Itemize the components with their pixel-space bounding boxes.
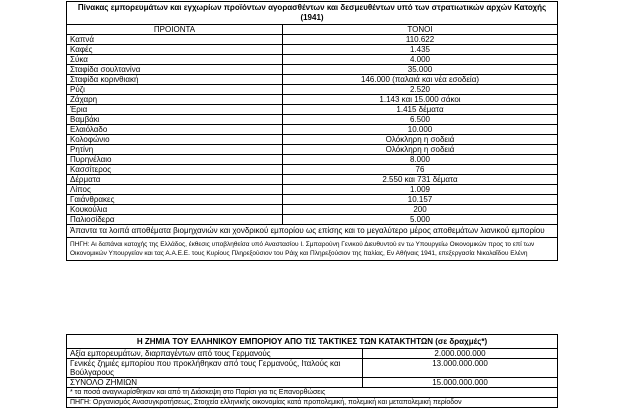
product-name: Ρύζι [67, 85, 283, 95]
table-row [67, 165, 558, 175]
product-name: Σταφίδα σουλτανίνα [67, 65, 283, 75]
table-row [67, 35, 558, 45]
product-tons: 5.000 [283, 215, 558, 225]
loss-amount: 13.000.000.000 [363, 359, 558, 378]
loss-amount: 2.000.000.000 [363, 349, 558, 359]
product-tons: 4.000 [283, 55, 558, 65]
product-name: Έρια [67, 105, 283, 115]
table-row [67, 359, 558, 378]
product-tons: 1.143 και 15.000 σάκοι [283, 95, 558, 105]
table-row [67, 185, 558, 195]
product-name: Βαμβάκι [67, 115, 283, 125]
table-source: ΠΗΓΗ: Αι δαπάναι κατοχής της Ελλάδος, έκθεσις υποβληθείσα υπό Αναστασίου Ι. Σμπαρούνη Γενικού Διευθυντού εν τω Υπουργείω Οικονομικών προς το επί των Οικονομικών Υπουργείον και τας Α.Α.Ε.Ε. τους Κυρίους Πληρεξούσιον του Ράιχ και Πληρεξούσιον της Ιταλίας, Εν Αθήναις 1941, επεξεργασία Νικολαΐδου Ελένη [67, 238, 558, 261]
table-title: Πίνακας εμπορευμάτων και εγχωρίων προϊόντων αγορασθέντων και δεσμευθέντων υπό των στρατιωτικών αρχών Κατοχής (1941) [67, 2, 558, 25]
product-name: Λίπος [67, 185, 283, 195]
product-tons: 10.000 [283, 125, 558, 135]
product-tons: 2.550 και 731 δέματα [283, 175, 558, 185]
table-row [67, 195, 558, 205]
column-header-products: ΠΡΟΙΟΝΤΑ [67, 25, 283, 35]
table-footnote: * τα ποσά αναγνωρίσθηκαν και από τη Διάσκεψη στο Παρίσι για τις Επανορθώσεις [67, 388, 558, 398]
table-row [67, 115, 558, 125]
table-row [67, 55, 558, 65]
product-tons: 110.622 [283, 35, 558, 45]
product-tons: 200 [283, 205, 558, 215]
table-row [67, 349, 558, 359]
product-name: Σύκα [67, 55, 283, 65]
table-row [67, 85, 558, 95]
product-name: Δέρματα [67, 175, 283, 185]
table-row [67, 175, 558, 185]
product-tons: 2.520 [283, 85, 558, 95]
product-name: Σταφίδα κορινθιακή [67, 75, 283, 85]
table-source: ΠΗΓΗ: Οργανισμός Ανασυγκροτήσεως, Στοιχεία ελληνικής οικονομίας κατά προπολεμική, πολεμική και μεταπολεμική περίοδον [67, 398, 558, 408]
product-tons: 1.435 [283, 45, 558, 55]
trade-losses-table [66, 334, 558, 408]
product-name: Ζάχαρη [67, 95, 283, 105]
product-name: Παλιοσίδερα [67, 215, 283, 225]
product-tons: Ολόκληρη η σοδειά [283, 145, 558, 155]
product-name: Ελαιόλαδο [67, 125, 283, 135]
table-row [67, 145, 558, 155]
product-name: Ρητίνη [67, 145, 283, 155]
product-name: Καπνά [67, 35, 283, 45]
table-row [67, 45, 558, 55]
product-tons: 1.415 δέματα [283, 105, 558, 115]
column-header-tons: ΤΟΝΟΙ [283, 25, 558, 35]
table-row [67, 105, 558, 115]
table-row [67, 65, 558, 75]
product-name: Καφές [67, 45, 283, 55]
product-tons: 6.500 [283, 115, 558, 125]
product-tons: 76 [283, 165, 558, 175]
product-tons: 146.000 (παλαιά και νέα εσοδεία) [283, 75, 558, 85]
table-title: Η ΖΗΜΙΑ ΤΟΥ ΕΛΛΗΝΙΚΟΥ ΕΜΠΟΡΙΟΥ ΑΠΟ ΤΙΣ ΤΑΚΤΙΚΕΣ ΤΩΝ ΚΑΤΑΚΤΗΤΩΝ (σε δραχμές*) [67, 335, 558, 349]
product-name: Πυρηνέλαιο [67, 155, 283, 165]
table-row [67, 135, 558, 145]
table-row [67, 75, 558, 85]
product-tons: 8.000 [283, 155, 558, 165]
table-note: Άπαντα τα λοιπά αποθέματα βιομηχανιών και χονδρικού εμπορίου ως επίσης και το μεγαλύτερο μέρος αποθεμάτων λιανικού εμπορίου [67, 225, 558, 238]
table-row [67, 155, 558, 165]
loss-amount: 15.000.000.000 [363, 378, 558, 388]
product-tons: 35.000 [283, 65, 558, 75]
table-row [67, 205, 558, 215]
product-name: Γαιάνθρακες [67, 195, 283, 205]
table-row [67, 95, 558, 105]
loss-description: Αξία εμπορευμάτων, διαρπαγέντων από τους Γερμανούς [67, 349, 363, 359]
loss-description: ΣΥΝΟΛΟ ΖΗΜΙΩΝ [67, 378, 363, 388]
product-name: Κασσίτερος [67, 165, 283, 175]
loss-description: Γενικές ζημιές εμπορίου που προκλήθηκαν από τους Γερμανούς, Ιταλούς και Βούλγαρους [67, 359, 363, 378]
product-tons: 1.009 [283, 185, 558, 195]
table-row [67, 125, 558, 135]
table-row [67, 215, 558, 225]
product-name: Κουκούλια [67, 205, 283, 215]
table-row [67, 378, 558, 388]
product-name: Κολοφώνιο [67, 135, 283, 145]
confiscated-goods-table [66, 1, 558, 261]
product-tons: 10.157 [283, 195, 558, 205]
product-tons: Ολόκληρη η σοδειά [283, 135, 558, 145]
